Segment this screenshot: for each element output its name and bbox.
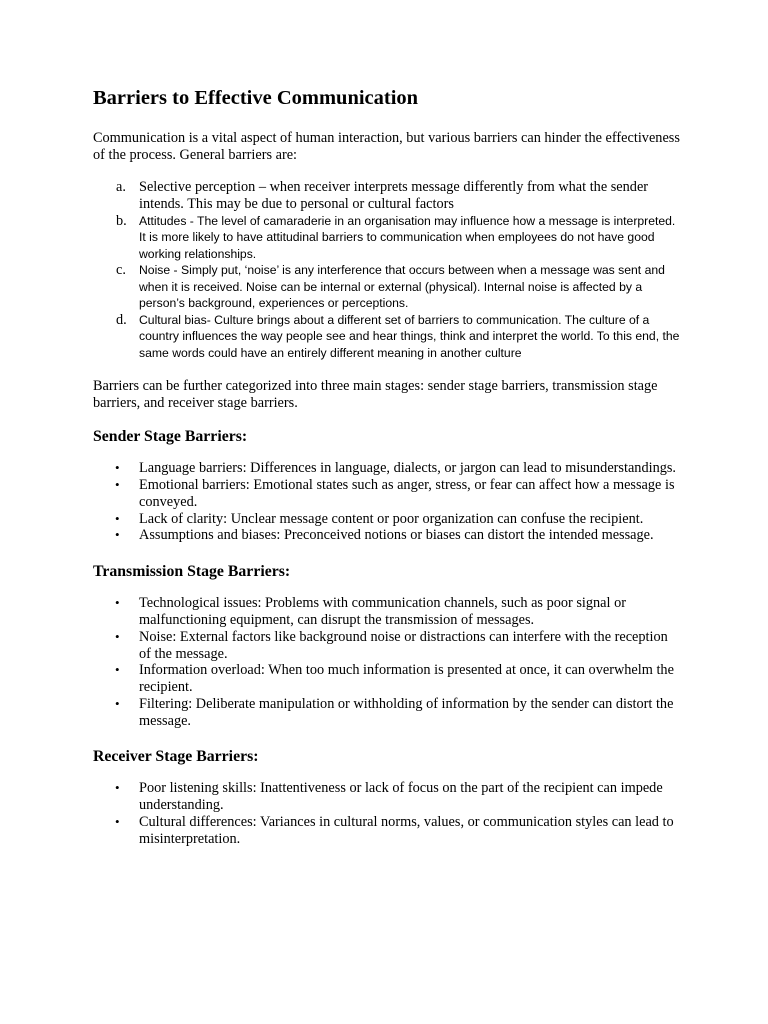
general-barriers-list [93,179,681,362]
section-heading-transmission: Transmission Stage Barriers: [93,563,291,581]
list-item [93,312,681,362]
intro-paragraph: Communication is a vital aspect of human interaction, but various barriers can hinder the effectiveness of the process. General barriers are: [93,129,680,163]
list-item-text: Language barriers: Differences in language, dialects, or jargon can lead to misunderstandings. [139,460,677,477]
list-item-text: Assumptions and biases: Preconceived notions or biases can distort the intended message. [139,527,654,544]
list-item [93,460,681,477]
bullet-icon: • [115,662,120,678]
list-item [93,213,681,263]
bullet-icon: • [115,814,120,830]
document-title: Barriers to Effective Communication [93,87,419,109]
document-page [93,86,681,866]
list-item-text: Technological issues: Problems with communication channels, such as poor signal or malfunctioning equipment, can disrupt the transmission of messages. [139,595,626,628]
receiver-barriers-list [93,780,681,847]
list-item [93,629,681,663]
list-item-text: Emotional barriers: Emotional states such as anger, stress, or fear can affect how a message is conveyed. [139,476,675,510]
list-item-text: Attitudes - The level of camaraderie in an organisation may influence how a message is interpreted. It is more likely to have attitudinal barriers to communication when employees do not have good working relationships. [139,213,676,261]
list-item [93,262,681,312]
list-item [93,527,681,544]
list-item-text: Filtering: Deliberate manipulation or withholding of information by the sender can distort the message. [139,695,674,729]
bullet-icon: • [115,527,120,543]
bullet-icon: • [115,595,120,611]
transmission-barriers-list [93,595,681,729]
list-item-text: Noise: External factors like background noise or distractions can interfere with the reception of the message. [139,628,668,662]
list-item-text: Poor listening skills: Inattentiveness or lack of focus on the part of the recipient can impede understanding. [139,780,663,814]
list-marker: d. [116,311,127,328]
list-marker: b. [116,212,127,229]
bullet-icon: • [115,628,120,644]
list-item-text: Information overload: When too much information is presented at once, it can overwhelm the recipient. [139,662,674,696]
list-item-text: Selective perception – when receiver interprets message differently from what the sender intends. This may be due to personal or cultural factors [139,178,649,212]
list-item-text: Noise - Simply put, ‘noise’ is any interference that occurs between when a message was sent and when it is received. Noise can be internal or external (physical). Internal noise is affected by a person’s background, experiences or perceptions. [139,263,665,311]
list-item [93,662,681,696]
list-marker: c. [116,262,126,279]
list-item [93,814,681,848]
bullet-icon: • [115,780,120,796]
list-item [93,780,681,814]
list-item-text: Lack of clarity: Unclear message content or poor organization can confuse the recipient. [139,510,644,527]
section-heading-receiver: Receiver Stage Barriers: [93,748,259,766]
bullet-icon: • [115,695,120,711]
list-marker: a. [116,178,126,195]
stages-intro-paragraph: Barriers can be further categorized into three main stages: sender stage barriers, transmission stage barriers, and receiver stage barriers. [93,378,658,412]
list-item [93,179,681,213]
bullet-icon: • [115,476,120,492]
list-item [93,511,681,528]
list-item [93,595,681,629]
bullet-icon: • [115,460,120,476]
list-item [93,696,681,730]
list-item-text: Cultural bias- Culture brings about a different set of barriers to communication. The culture of a country influences the way people see and hear things, think and interpret the world. To this end, the same words could have an entirely different meaning in another culture [139,312,680,360]
list-item-text: Cultural differences: Variances in cultural norms, values, or communication styles can lead to misinterpretation. [139,814,674,847]
bullet-icon: • [115,510,120,526]
section-heading-sender: Sender Stage Barriers: [93,428,248,446]
sender-barriers-list [93,460,681,544]
list-item [93,477,681,511]
